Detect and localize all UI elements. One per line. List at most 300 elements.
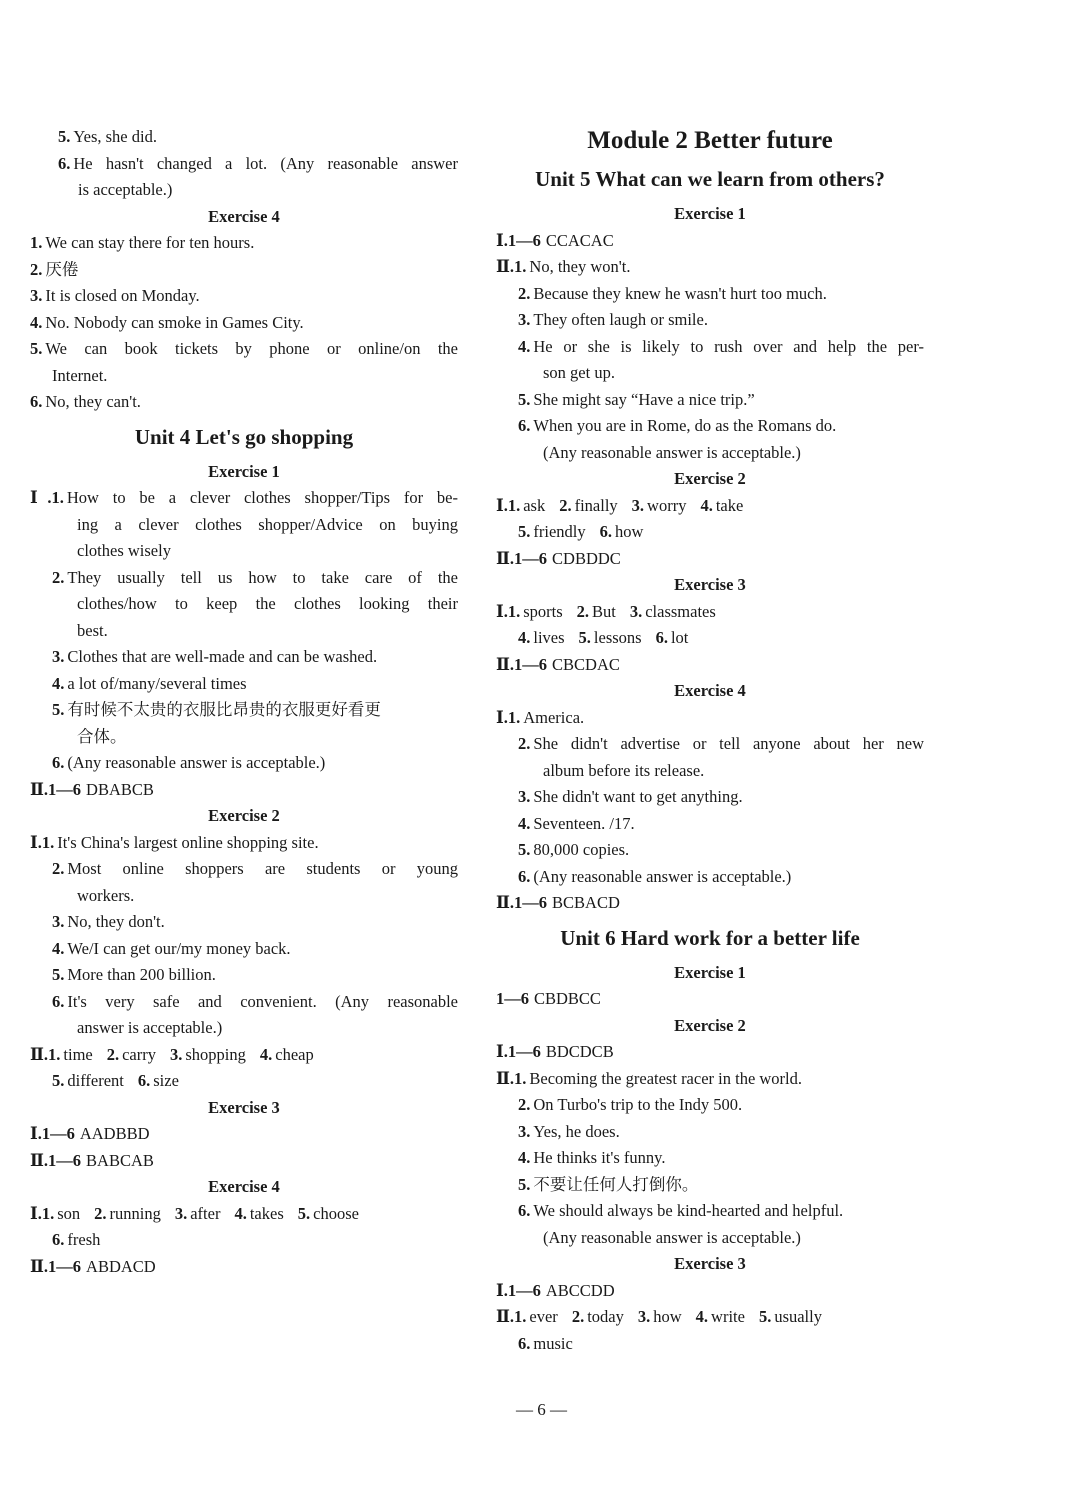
answer-line xyxy=(496,1172,924,1199)
item-number: 3. xyxy=(174,1203,188,1223)
gap-answer xyxy=(700,496,743,515)
roman-numeral: Ⅱ. xyxy=(496,257,515,276)
answer-text: He or she is likely to rush over and help the per- xyxy=(533,336,924,356)
answer-text: BDCDCB xyxy=(545,1042,614,1061)
answer-line xyxy=(30,697,458,724)
answer-text: shopping xyxy=(185,1044,246,1064)
answer-text: When you are in Rome, do as the Romans do. xyxy=(533,416,837,435)
item-number: 5. xyxy=(297,1203,311,1223)
exercise-heading: Exercise 4 xyxy=(208,1177,280,1196)
answer-line xyxy=(30,591,458,618)
item-number: 6. xyxy=(30,392,43,411)
answer-text: No, they won't. xyxy=(529,257,631,276)
gap-answer xyxy=(170,1045,246,1064)
gap-answer xyxy=(52,1071,124,1090)
answer-line xyxy=(30,883,458,910)
roman-numeral: Ⅱ. xyxy=(496,893,515,912)
answer-line xyxy=(30,1015,458,1042)
answer-text: We can book tickets by phone or online/on the xyxy=(45,339,458,358)
answer-line xyxy=(30,283,458,310)
answer-text: classmates xyxy=(645,601,716,621)
item-number: 2. xyxy=(518,734,531,753)
item-number: 3. xyxy=(52,647,65,666)
item-number: 2. xyxy=(52,567,65,587)
roman-numeral: Ⅰ. xyxy=(30,832,42,852)
answer-text: They often laugh or smile. xyxy=(533,310,708,329)
answer-text: They usually tell us how to take care of the xyxy=(67,567,458,587)
answer-text: AADBBD xyxy=(79,1124,150,1143)
gap-answer xyxy=(518,628,565,647)
roman-numeral: Ⅰ. xyxy=(30,1124,42,1143)
answer-text: Yes, he does. xyxy=(533,1121,620,1141)
answer-text: (Any reasonable answer is acceptable.) xyxy=(533,866,792,886)
answer-row xyxy=(496,1331,924,1358)
answer-text: Becoming the greatest racer in the world. xyxy=(529,1068,803,1088)
item-number: 1—6 xyxy=(41,1124,75,1143)
item-number: 1—6 xyxy=(514,893,548,912)
item-number: 2. xyxy=(94,1203,107,1223)
item-number: 5. xyxy=(52,965,65,984)
roman-numeral: Ⅱ. xyxy=(30,779,49,799)
answer-text: It's China's largest online shopping site. xyxy=(57,832,319,852)
unit-heading: Unit 6 Hard work for a better life xyxy=(560,925,860,950)
answer-text: America. xyxy=(523,707,585,727)
answer-line xyxy=(30,909,458,936)
answer-text: take xyxy=(715,495,744,515)
item-number: 3. xyxy=(518,787,531,806)
roman-numeral: Ⅰ. xyxy=(496,230,508,250)
item-number: 3. xyxy=(629,601,643,621)
answer-line xyxy=(496,986,924,1013)
roman-numeral: Ⅰ. xyxy=(496,1042,508,1061)
answer-text: BABCAB xyxy=(86,1150,154,1170)
item-number: 1. xyxy=(51,488,64,507)
answer-line xyxy=(496,334,924,361)
answer-line xyxy=(496,413,924,440)
answer-text: finally xyxy=(574,495,618,515)
gap-answer xyxy=(42,1204,80,1223)
item-number: 6. xyxy=(58,153,71,173)
item-number: 3. xyxy=(52,912,65,931)
answer-line xyxy=(30,1121,458,1148)
gap-answer xyxy=(518,522,586,541)
exercise-heading: Exercise 4 xyxy=(674,681,746,700)
item-number: 5. xyxy=(518,1174,531,1194)
roman-numeral: Ⅰ. xyxy=(30,1203,42,1223)
item-number: 2. xyxy=(106,1044,120,1064)
item-number: 1—6 xyxy=(507,1280,541,1300)
answer-text: usually xyxy=(774,1307,822,1326)
item-number: 1—6 xyxy=(48,779,82,799)
answer-line xyxy=(30,565,458,592)
answer-text: is acceptable.) xyxy=(78,180,173,199)
answer-line xyxy=(30,962,458,989)
roman-numeral: Ⅱ. xyxy=(30,1150,49,1170)
answer-line xyxy=(496,307,924,334)
answer-text: 不要让任何人打倒你。 xyxy=(533,1174,699,1194)
item-number: 4. xyxy=(52,673,65,693)
answer-line xyxy=(30,512,458,539)
gap-answer xyxy=(656,628,689,647)
answer-text: But xyxy=(592,601,616,621)
answer-line xyxy=(496,1145,924,1172)
exercise-heading: Exercise 1 xyxy=(674,204,746,223)
roman-numeral: Ⅰ. xyxy=(496,707,508,727)
item-number: 1—6 xyxy=(514,548,548,568)
gap-answer xyxy=(175,1204,221,1223)
answer-text: It is closed on Monday. xyxy=(45,286,200,305)
answer-line xyxy=(496,254,924,281)
answer-line xyxy=(30,389,458,416)
gap-answer xyxy=(94,1204,161,1223)
item-number: 1—6 xyxy=(514,654,548,674)
answer-line xyxy=(496,440,924,467)
answer-text: 厌倦 xyxy=(45,259,79,279)
answer-text: (Any reasonable answer is acceptable.) xyxy=(543,1227,801,1247)
answer-text: More than 200 billion. xyxy=(67,965,216,984)
answer-line xyxy=(496,1039,924,1066)
gap-answer xyxy=(52,1230,100,1249)
answer-line xyxy=(496,652,924,679)
answer-line xyxy=(496,731,924,758)
item-number: 1. xyxy=(41,1203,55,1223)
item-number: 1. xyxy=(514,257,527,276)
gap-answer xyxy=(559,496,617,515)
answer-text: On Turbo's trip to the Indy 500. xyxy=(533,1095,743,1114)
answer-row xyxy=(30,1042,458,1069)
item-number: 1. xyxy=(507,601,521,621)
answer-text: He thinks it's funny. xyxy=(533,1148,666,1167)
roman-numeral: Ⅰ. xyxy=(496,601,508,621)
answer-line xyxy=(496,784,924,811)
answer-line xyxy=(30,485,458,512)
left-column xyxy=(30,124,458,1280)
item-number: 1—6 xyxy=(507,230,541,250)
item-number: 4. xyxy=(700,495,713,515)
exercise-heading: Exercise 3 xyxy=(208,1097,280,1117)
answer-line xyxy=(30,1148,458,1175)
answer-text: write xyxy=(711,1307,745,1326)
answer-text: choose xyxy=(313,1203,359,1223)
gap-answer xyxy=(579,628,642,647)
exercise-heading: Exercise 2 xyxy=(208,806,280,825)
answer-line xyxy=(30,989,458,1016)
answer-text: clothes wisely xyxy=(77,541,171,560)
item-number: 1—6 xyxy=(507,1042,541,1061)
answer-text: ever xyxy=(529,1307,558,1326)
item-number: 4. xyxy=(518,336,531,356)
item-number: 2. xyxy=(559,495,572,515)
answer-row xyxy=(496,519,924,546)
item-number: 3. xyxy=(637,1307,651,1326)
item-number: 2. xyxy=(518,1095,531,1114)
answer-text: lot xyxy=(670,628,689,647)
exercise-heading: Exercise 2 xyxy=(674,469,746,488)
gap-answer xyxy=(234,1204,283,1223)
item-number: 6. xyxy=(655,628,668,647)
answer-text: music xyxy=(533,1333,573,1353)
item-number: 5. xyxy=(52,700,65,719)
answer-text: No, they don't. xyxy=(67,912,165,931)
answer-text: son get up. xyxy=(543,363,615,382)
answer-text: BCBACD xyxy=(552,893,620,912)
item-number: 5. xyxy=(578,628,591,647)
item-number: 2. xyxy=(571,1307,585,1326)
item-number: 5. xyxy=(518,389,531,409)
answer-text: 合体。 xyxy=(77,726,127,746)
answer-text: Internet. xyxy=(52,365,108,385)
item-number: 1—6 xyxy=(48,1150,82,1170)
answer-text: fresh xyxy=(67,1230,101,1249)
answer-text: She didn't advertise or tell anyone about her new xyxy=(533,734,924,753)
answer-text: time xyxy=(63,1044,93,1064)
item-number: 5. xyxy=(52,1071,65,1090)
answer-line xyxy=(30,336,458,363)
answer-line xyxy=(496,758,924,785)
roman-numeral: Ⅱ. xyxy=(496,1307,515,1326)
answer-line xyxy=(496,1092,924,1119)
answer-line xyxy=(496,1225,924,1252)
answer-text: ABDACD xyxy=(86,1256,156,1276)
item-number: 1. xyxy=(514,1307,527,1326)
item-number: 1. xyxy=(507,495,521,515)
item-number: 4. xyxy=(259,1044,273,1064)
item-number: 4. xyxy=(518,813,531,833)
roman-numeral: Ⅱ. xyxy=(496,1068,515,1088)
exercise-heading: Exercise 2 xyxy=(674,1015,746,1035)
item-number: 4. xyxy=(518,1148,531,1167)
answer-line xyxy=(496,811,924,838)
answer-text: cheap xyxy=(275,1044,314,1064)
answer-line xyxy=(496,1119,924,1146)
roman-numeral: Ⅱ. xyxy=(30,1256,49,1276)
answer-text: friendly xyxy=(533,522,586,541)
answer-text: He hasn't changed a lot. (Any reasonable answer xyxy=(73,153,458,173)
answer-text: We/I can get our/my money back. xyxy=(67,938,291,958)
item-number: 5. xyxy=(30,339,43,358)
answer-text: lessons xyxy=(593,628,642,647)
item-number: 4. xyxy=(695,1307,709,1326)
item-number: 6. xyxy=(518,866,531,886)
answer-line xyxy=(30,618,458,645)
answer-line xyxy=(496,1198,924,1225)
gap-answer xyxy=(48,1045,93,1064)
item-number: 2. xyxy=(30,259,43,279)
item-number: 6. xyxy=(137,1071,151,1090)
answer-text: sports xyxy=(523,601,563,621)
answer-line xyxy=(30,777,458,804)
answer-line xyxy=(30,310,458,337)
answer-text: CDBDDC xyxy=(552,548,621,568)
answer-row xyxy=(30,1201,458,1228)
answer-line xyxy=(30,363,458,390)
gap-answer xyxy=(630,602,716,621)
item-number: 6. xyxy=(52,1230,65,1249)
answer-text: (Any reasonable answer is acceptable.) xyxy=(67,753,326,772)
answer-text: Yes, she did. xyxy=(73,127,157,146)
answer-text: size xyxy=(153,1071,179,1090)
roman-numeral: Ⅱ. xyxy=(496,548,515,568)
answer-text: ing a clever clothes shopper/Advice on buying xyxy=(77,514,458,534)
item-number: 2. xyxy=(518,283,531,303)
gap-answer xyxy=(632,496,687,515)
answer-text: 有时候不太贵的衣服比昂贵的衣服更好看更 xyxy=(67,700,381,719)
answer-line xyxy=(496,1278,924,1305)
answer-text: DBABCB xyxy=(86,779,154,799)
answer-text: different xyxy=(67,1071,124,1090)
item-number: 4. xyxy=(234,1203,247,1223)
exercise-heading: Exercise 1 xyxy=(674,962,746,982)
item-number: 3. xyxy=(631,495,645,515)
gap-answer xyxy=(138,1071,179,1090)
answer-text: She might say “Have a nice trip.” xyxy=(533,389,755,409)
answer-text: lives xyxy=(533,628,565,647)
answer-line xyxy=(30,1254,458,1281)
item-number: 4. xyxy=(52,938,65,958)
answer-text: We should always be kind-hearted and helpful. xyxy=(533,1201,844,1220)
item-number: 5. xyxy=(58,127,71,146)
answer-line xyxy=(496,705,924,732)
item-number: 5. xyxy=(518,840,531,859)
answer-text: how xyxy=(614,522,644,541)
page-number: — 6 — xyxy=(516,1400,567,1419)
item-number: 3. xyxy=(518,1121,531,1141)
answer-text: workers. xyxy=(77,885,135,905)
gap-answer xyxy=(508,496,545,515)
module-heading: Module 2 Better future xyxy=(587,127,833,154)
roman-numeral: Ⅱ. xyxy=(496,654,515,674)
item-number: 3. xyxy=(30,286,43,305)
answer-text: carry xyxy=(122,1044,156,1064)
answer-row xyxy=(496,599,924,626)
exercise-heading: Exercise 4 xyxy=(208,206,280,226)
answer-text: worry xyxy=(647,495,687,515)
item-number: 1—6 xyxy=(496,989,529,1008)
answer-text: clothes/how to keep the clothes looking their xyxy=(77,594,458,613)
answer-line xyxy=(496,281,924,308)
answer-line xyxy=(30,124,458,151)
exercise-heading: Exercise 3 xyxy=(674,1254,746,1273)
answer-text: ask xyxy=(523,495,546,515)
answer-text: No, they can't. xyxy=(45,392,141,411)
answer-text: album before its release. xyxy=(543,760,705,780)
answer-row xyxy=(496,1304,924,1331)
answer-line xyxy=(30,936,458,963)
answer-text: Clothes that are well-made and can be washed. xyxy=(67,647,378,666)
answer-line xyxy=(496,546,924,573)
answer-line xyxy=(30,856,458,883)
gap-answer xyxy=(518,1334,573,1353)
item-number: 1. xyxy=(507,707,521,727)
answer-text: Because they knew he wasn't hurt too much. xyxy=(533,283,827,303)
answer-text: today xyxy=(587,1307,624,1326)
roman-numeral: Ⅰ. xyxy=(496,495,508,515)
answer-text: No. Nobody can smoke in Games City. xyxy=(45,312,304,332)
item-number: 6. xyxy=(518,1201,531,1220)
item-number: 1. xyxy=(41,832,55,852)
answer-text: We can stay there for ten hours. xyxy=(45,233,255,252)
answer-line xyxy=(496,228,924,255)
right-column xyxy=(496,124,924,1357)
item-number: 4. xyxy=(518,628,531,647)
answer-text: CBCDAC xyxy=(552,654,620,674)
unit-heading: Unit 4 Let's go shopping xyxy=(134,424,354,449)
item-number: 4. xyxy=(30,312,43,332)
answer-line xyxy=(30,151,458,178)
answer-text: answer is acceptable.) xyxy=(77,1018,223,1037)
roman-numeral: Ⅰ. xyxy=(30,488,52,507)
item-number: 6. xyxy=(518,416,531,435)
answer-text: takes xyxy=(249,1203,284,1223)
item-number: 5. xyxy=(758,1307,772,1326)
answer-line xyxy=(30,671,458,698)
answer-text: It's very safe and convenient. (Any reasonable xyxy=(67,991,458,1011)
answer-line xyxy=(30,230,458,257)
answer-text: CBDBCC xyxy=(534,989,601,1008)
item-number: 5. xyxy=(518,522,531,541)
answer-text: CCACAC xyxy=(545,230,614,250)
answer-text: ABCCDD xyxy=(545,1280,615,1300)
gap-answer xyxy=(514,1307,558,1326)
gap-answer xyxy=(600,522,644,541)
exercise-heading: Exercise 3 xyxy=(674,575,746,594)
answer-text: a lot of/many/several times xyxy=(67,673,247,693)
unit-heading: Unit 5 What can we learn from others? xyxy=(535,167,885,191)
answer-row xyxy=(496,493,924,520)
item-number: 6. xyxy=(52,991,65,1011)
answer-line xyxy=(496,1066,924,1093)
roman-numeral: Ⅰ. xyxy=(496,1280,508,1300)
answer-text: running xyxy=(109,1203,161,1223)
answer-text: How to be a clever clothes shopper/Tips for be- xyxy=(66,488,458,507)
item-number: 1—6 xyxy=(48,1256,82,1276)
answer-row xyxy=(496,625,924,652)
answer-text: Seventeen. /17. xyxy=(533,813,635,833)
gap-answer xyxy=(759,1307,822,1326)
gap-answer xyxy=(638,1307,682,1326)
roman-numeral: Ⅱ. xyxy=(30,1044,49,1064)
answer-text: 80,000 copies. xyxy=(533,840,630,859)
item-number: 3. xyxy=(518,310,531,329)
answer-line xyxy=(496,360,924,387)
gap-answer xyxy=(508,602,563,621)
answer-text: how xyxy=(653,1307,682,1326)
item-number: 6. xyxy=(518,1333,531,1353)
answer-text: after xyxy=(190,1203,221,1223)
gap-answer xyxy=(260,1045,314,1064)
gap-answer xyxy=(696,1307,745,1326)
item-number: 1. xyxy=(30,233,43,252)
item-number: 6. xyxy=(52,753,65,772)
gap-answer xyxy=(298,1204,359,1223)
answer-text: best. xyxy=(77,620,108,640)
answer-line xyxy=(30,724,458,751)
answer-text: son xyxy=(57,1203,81,1223)
gap-answer xyxy=(577,602,616,621)
gap-answer xyxy=(107,1045,156,1064)
item-number: 2. xyxy=(576,601,590,621)
answer-text: Most online shoppers are students or young xyxy=(67,859,458,878)
item-number: 1. xyxy=(514,1068,527,1088)
item-number: 6. xyxy=(599,522,612,541)
answer-line xyxy=(30,177,458,204)
answer-line xyxy=(30,750,458,777)
answer-row xyxy=(30,1227,458,1254)
answer-row xyxy=(30,1068,458,1095)
answer-line xyxy=(496,890,924,917)
answer-line xyxy=(30,830,458,857)
answer-line xyxy=(496,837,924,864)
